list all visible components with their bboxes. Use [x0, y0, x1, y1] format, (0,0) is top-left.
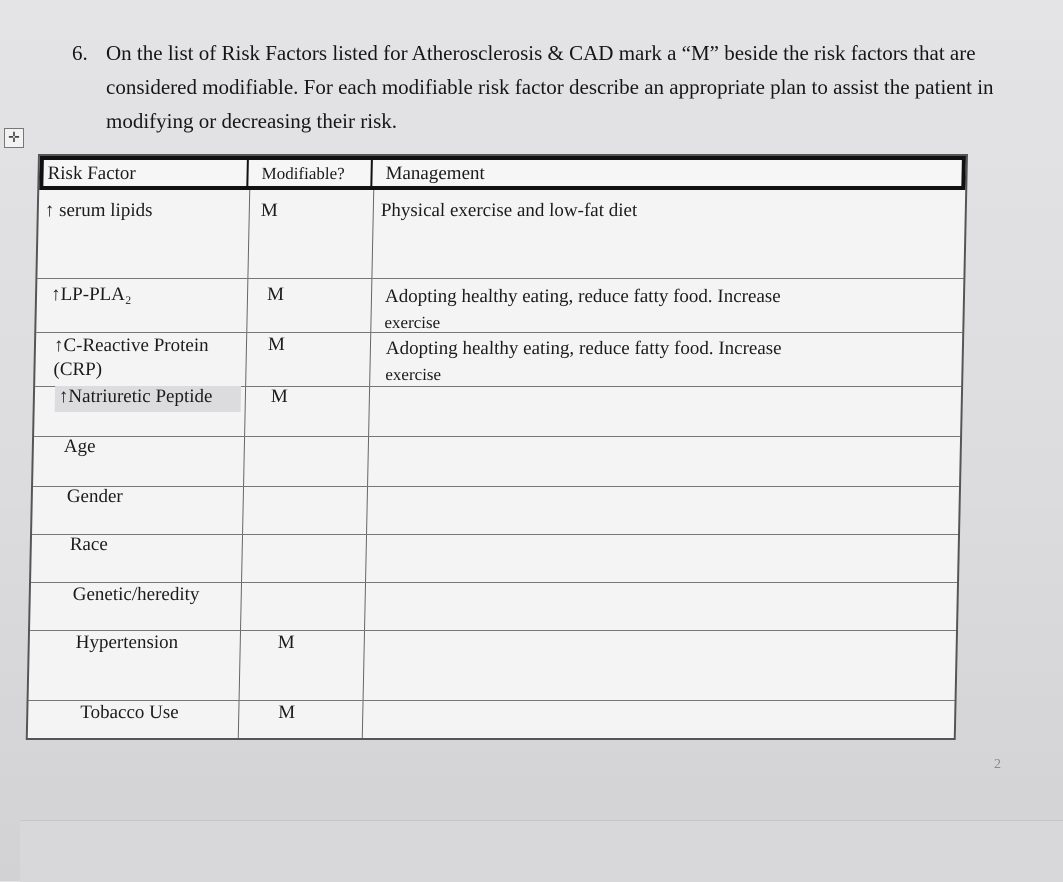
- row2-factor: ↑LP-PLA₂: [50, 284, 132, 305]
- bottom-panel: [20, 820, 1063, 882]
- row10-modifiable: M: [278, 702, 296, 723]
- move-handle-icon[interactable]: ✛: [4, 128, 24, 148]
- row1-factor: ↑ serum lipids: [44, 200, 153, 221]
- row3-modifiable: M: [267, 334, 286, 355]
- row2-management-line2: exercise: [384, 313, 441, 332]
- header-management: Management: [385, 163, 485, 184]
- header-modifiable: Modifiable?: [261, 164, 345, 183]
- row3-management-line1: Adopting healthy eating, reduce fatty food. Increase: [385, 338, 782, 359]
- question-number: 6.: [72, 41, 88, 65]
- row3-factor-line2: (CRP): [53, 359, 103, 380]
- row2-management-line1: Adopting healthy eating, reduce fatty food. Increase: [384, 286, 781, 307]
- question-text: On the list of Risk Factors listed for Atherosclerosis & CAD mark a “M” beside the risk factors that are considered modifiable. For each modifiable risk factor describe an appropriate plan to assist the patient in modifying or decreasing their risk.: [106, 41, 994, 133]
- row3-factor-line1: ↑C-Reactive Protein: [53, 335, 209, 356]
- page-number: 2: [994, 757, 1001, 772]
- table-header-row: [39, 156, 966, 190]
- row4-factor: ↑Natriuretic Peptide: [58, 386, 213, 407]
- row5-factor: Age: [63, 436, 96, 457]
- row2-modifiable: M: [266, 284, 285, 305]
- risk-factor-table: [26, 154, 968, 740]
- header-risk-factor: Risk Factor: [47, 163, 136, 184]
- row1-modifiable: M: [260, 200, 278, 221]
- row9-factor: Hypertension: [75, 632, 179, 653]
- row8-factor: Genetic/heredity: [72, 584, 200, 605]
- row9-modifiable: M: [277, 632, 295, 653]
- row3-factor: [53, 334, 209, 382]
- row2-management: [384, 284, 885, 336]
- row1-management: Physical exercise and low-fat diet: [380, 200, 638, 221]
- question-6: [72, 36, 1032, 138]
- row3-management-line2: exercise: [385, 365, 442, 384]
- row10-factor: Tobacco Use: [80, 702, 179, 723]
- row7-factor: Race: [69, 534, 109, 555]
- row6-factor: Gender: [66, 486, 123, 507]
- row4-modifiable: M: [270, 386, 289, 407]
- row3-management: [385, 336, 886, 388]
